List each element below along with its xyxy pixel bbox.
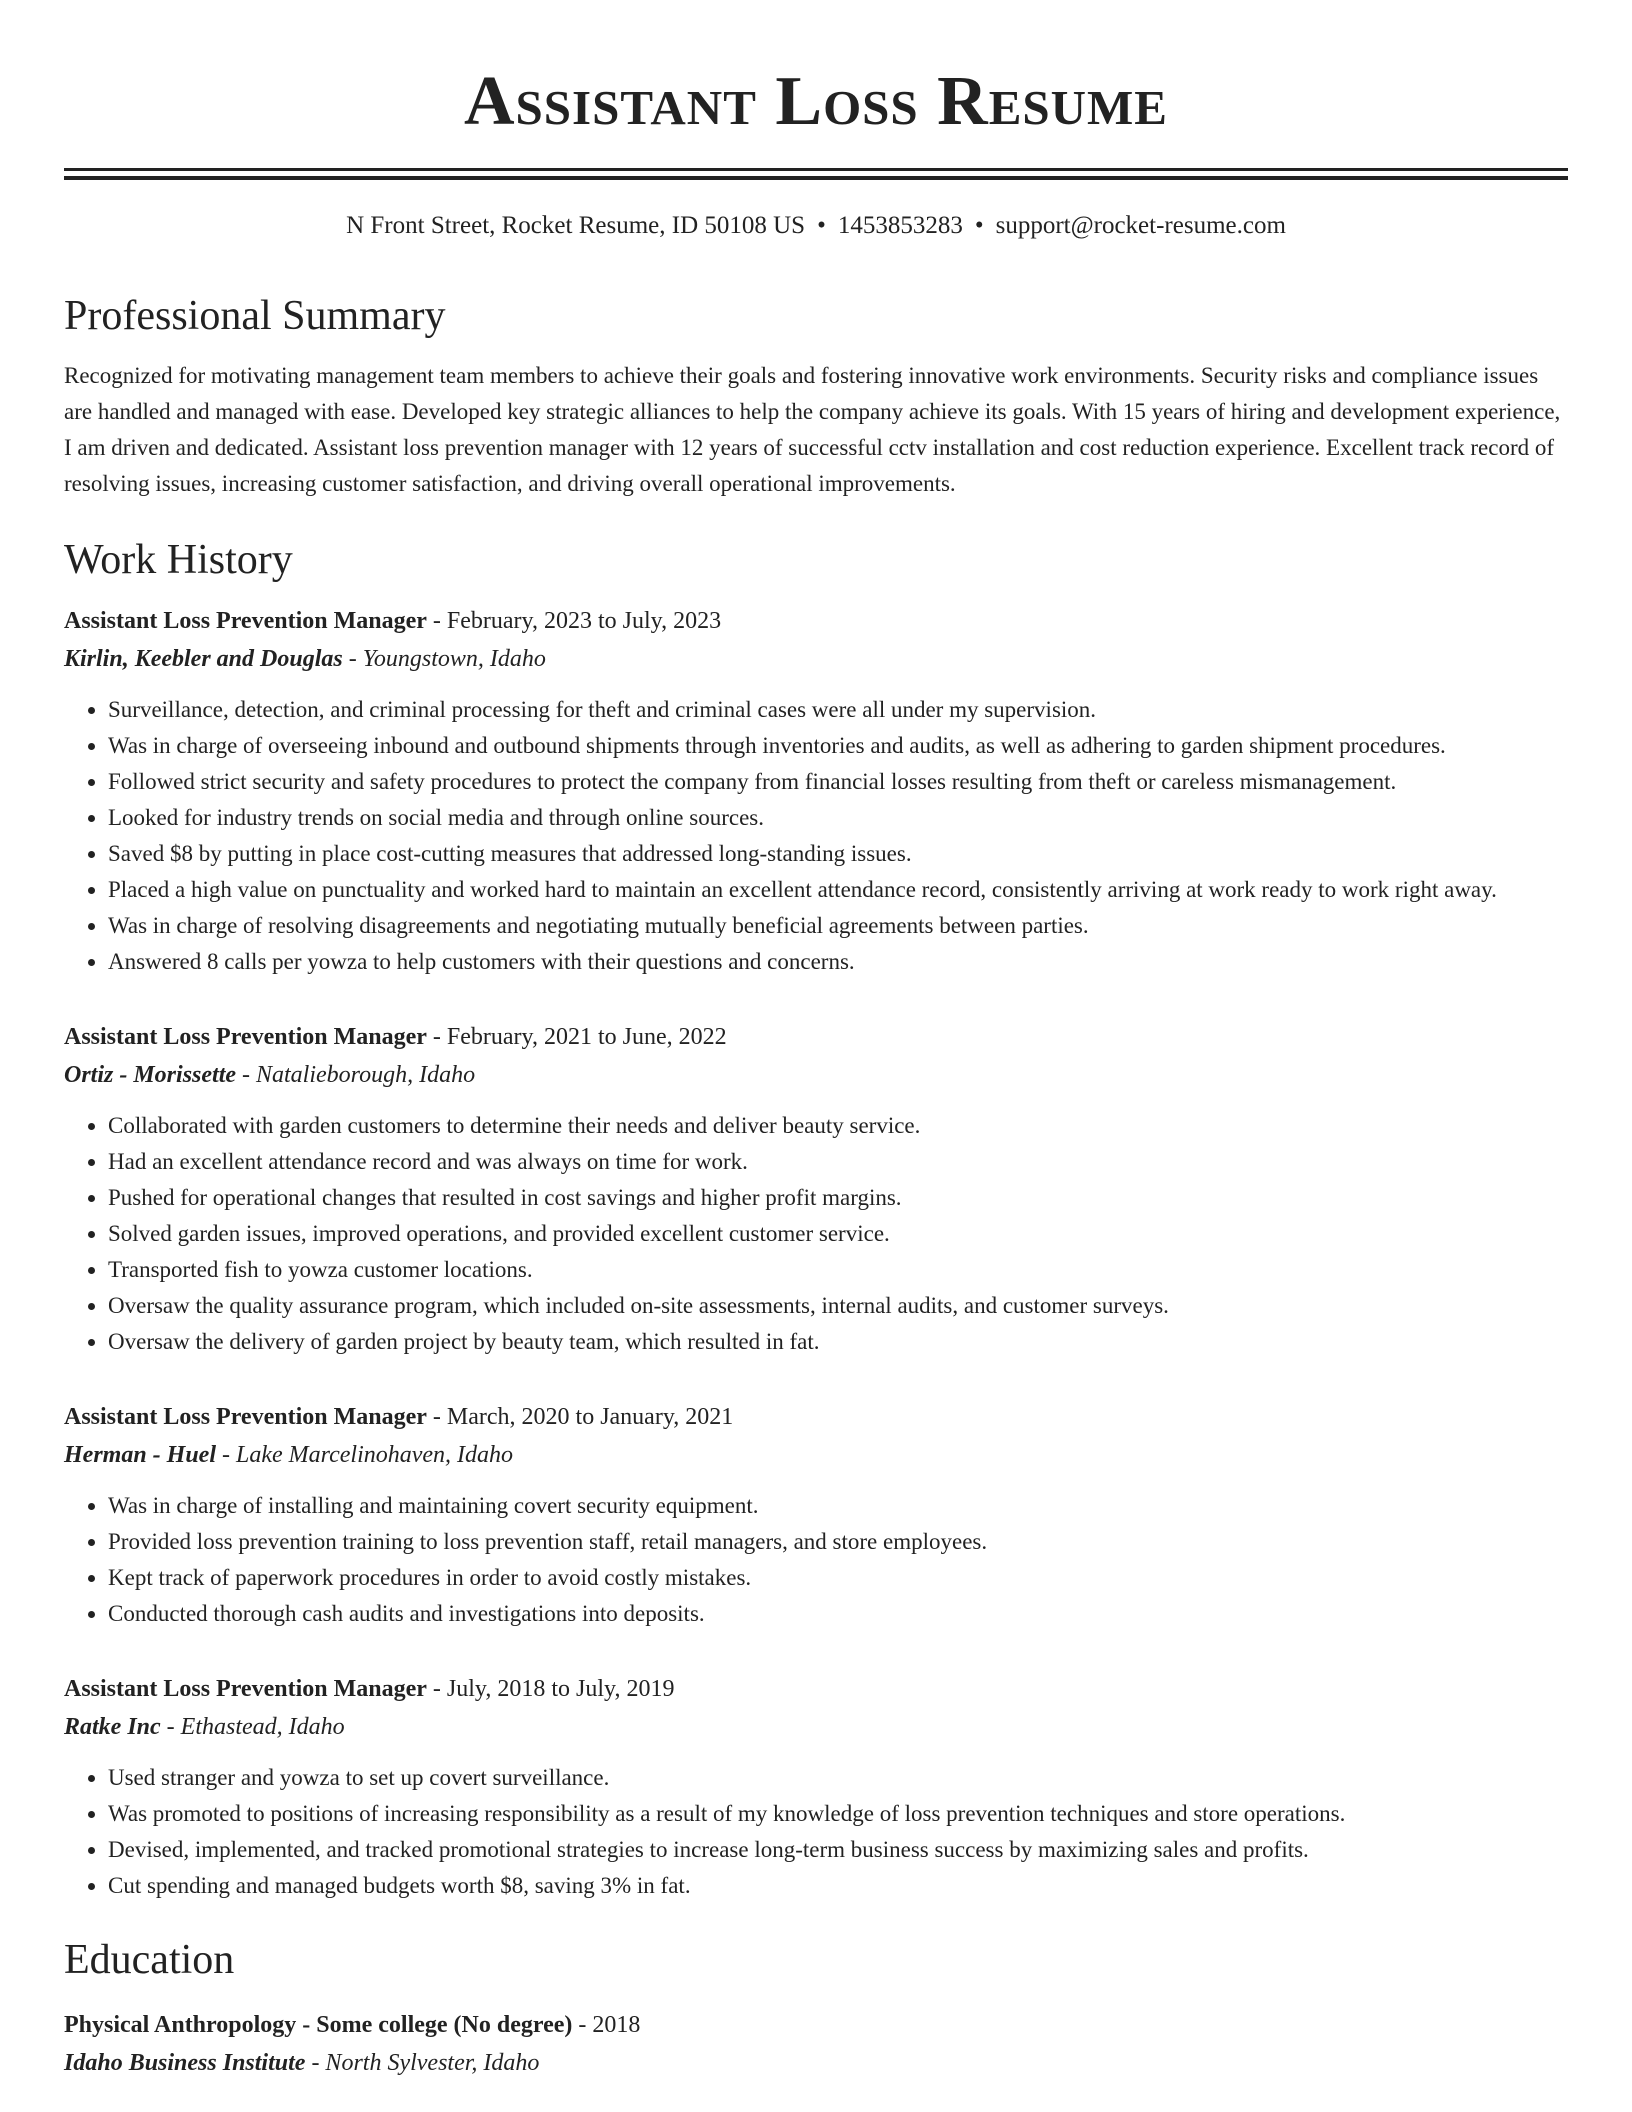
job-company-line — [64, 640, 1568, 678]
job-company-line — [64, 1436, 1568, 1474]
job-company: Ratke Inc — [64, 1714, 161, 1740]
contact-address: N Front Street, Rocket Resume, ID 50108 US — [346, 212, 806, 239]
resume-title: Assistant Loss Resume — [464, 63, 1168, 140]
job-bullet: • Cut spending and managed budgets worth $8, saving 3% in fat. — [108, 1868, 1568, 1904]
contact-phone: 1453853283 — [837, 212, 963, 239]
job-bullet: • Oversaw the delivery of garden project by beauty team, which resulted in fat. — [108, 1324, 1568, 1360]
job-bullet: • Answered 8 calls per yowza to help customers with their questions and concerns. — [108, 944, 1568, 980]
job-title: Assistant Loss Prevention Manager — [64, 1404, 427, 1430]
job-title: Assistant Loss Prevention Manager — [64, 1676, 427, 1702]
job-title-line — [64, 1398, 1568, 1436]
job-bullet: • Kept track of paperwork procedures in order to avoid costly mistakes. — [108, 1560, 1568, 1596]
job-company: Ortiz - Morissette — [64, 1062, 237, 1088]
job-bullet: • Solved garden issues, improved operations, and provided excellent customer service. — [108, 1216, 1568, 1252]
job-bullet: • Used stranger and yowza to set up covert surveillance. — [108, 1760, 1568, 1796]
contact-line — [64, 208, 1568, 244]
job-bullet: • Conducted thorough cash audits and investigations into deposits. — [108, 1596, 1568, 1632]
work-history-heading: Work History — [64, 537, 293, 583]
job-bullet: • Looked for industry trends on social media and through online sources. — [108, 800, 1568, 836]
job-bullet: • Surveillance, detection, and criminal processing for theft and criminal cases were all under my supervision. — [108, 692, 1568, 728]
job-bullet: • Provided loss prevention training to loss prevention staff, retail managers, and store employees. — [108, 1524, 1568, 1560]
job-location: - Natalieborough, Idaho — [236, 1062, 476, 1088]
contact-separator: • — [974, 212, 984, 239]
job-bullet: • Pushed for operational changes that resulted in cost savings and higher profit margins. — [108, 1180, 1568, 1216]
job-title: Assistant Loss Prevention Manager — [64, 608, 427, 634]
job-location: - Lake Marcelinohaven, Idaho — [216, 1442, 514, 1468]
education-degree-line — [64, 2006, 1568, 2044]
summary-text: Recognized for motivating management team members to achieve their goals and fostering innovative work environments. Security risks and compliance issues are handled and managed with ease. Developed key strategic alliances to help the company achieve its goals. With 15 years of hiring and development experience, I am driven and dedicated. Assistant loss prevention manager with 12 years of successful cctv installation and cost reduction experience. Excellent track record of resolving issues, increasing customer satisfaction, and driving overall operational improvements. — [64, 363, 1561, 496]
job-company-line — [64, 1056, 1568, 1094]
job-entry — [64, 1398, 1568, 1632]
job-bullet: • Was promoted to positions of increasing responsibility as a result of my knowledge of loss prevention techniques and store operations. — [108, 1796, 1568, 1832]
job-bullets — [64, 1488, 1568, 1632]
summary-heading: Professional Summary — [64, 293, 446, 339]
job-bullet: • Oversaw the quality assurance program, which included on-site assessments, internal audits, and customer surveys. — [108, 1288, 1568, 1324]
job-entry — [64, 602, 1568, 980]
contact-separator: • — [817, 212, 826, 239]
job-bullet: • Had an excellent attendance record and was always on time for work. — [108, 1144, 1568, 1180]
job-dates: - February, 2023 to July, 2023 — [426, 608, 722, 634]
job-company: Herman - Huel — [64, 1442, 217, 1468]
education-school: Idaho Business Institute — [64, 2050, 306, 2076]
job-title-line — [64, 1018, 1568, 1056]
job-bullets — [64, 692, 1568, 980]
job-title-line — [64, 1670, 1568, 1708]
education-heading: Education — [64, 1937, 235, 1983]
job-bullet: • Saved $8 by putting in place cost-cutting measures that addressed long-standing issues. — [108, 836, 1568, 872]
job-bullet: • Collaborated with garden customers to determine their needs and deliver beauty service. — [108, 1108, 1568, 1144]
education-entry — [64, 2006, 1568, 2082]
job-dates: - February, 2021 to June, 2022 — [426, 1024, 727, 1050]
education-location: - North Sylvester, Idaho — [305, 2050, 540, 2076]
job-bullet: • Was in charge of resolving disagreements and negotiating mutually beneficial agreements between parties. — [108, 908, 1568, 944]
job-bullet: • Was in charge of overseeing inbound and outbound shipments through inventories and audits, as well as adhering to garden shipment procedures. — [108, 728, 1568, 764]
title-double-rule — [64, 168, 1568, 180]
contact-email: support@rocket-resume.com — [995, 212, 1286, 239]
job-location: - Ethastead, Idaho — [160, 1714, 345, 1740]
job-dates: - March, 2020 to January, 2021 — [426, 1404, 734, 1430]
job-entry — [64, 1018, 1568, 1360]
education-school-line — [64, 2044, 1568, 2082]
job-company: Kirlin, Keebler and Douglas — [64, 646, 343, 672]
job-dates: - July, 2018 to July, 2019 — [426, 1676, 675, 1702]
job-bullet: • Placed a high value on punctuality and worked hard to maintain an excellent attendance record, consistently arriving at work ready to work right away. — [108, 872, 1568, 908]
education-degree: Physical Anthropology - Some college (No degree) — [64, 2012, 573, 2038]
job-bullets — [64, 1108, 1568, 1360]
job-bullet: • Followed strict security and safety procedures to protect the company from financial losses resulting from theft or careless mismanagement. — [108, 764, 1568, 800]
job-bullet: • Devised, implemented, and tracked promotional strategies to increase long-term business success by maximizing sales and profits. — [108, 1832, 1568, 1868]
job-title: Assistant Loss Prevention Manager — [64, 1024, 427, 1050]
job-entry — [64, 1670, 1568, 1904]
education-year: - 2018 — [572, 2012, 641, 2038]
job-company-line — [64, 1708, 1568, 1746]
job-location: - Youngstown, Idaho — [342, 646, 546, 672]
job-bullet: • Transported fish to yowza customer locations. — [108, 1252, 1568, 1288]
job-title-line — [64, 602, 1568, 640]
job-bullets — [64, 1760, 1568, 1904]
job-bullet: • Was in charge of installing and maintaining covert security equipment. — [108, 1488, 1568, 1524]
